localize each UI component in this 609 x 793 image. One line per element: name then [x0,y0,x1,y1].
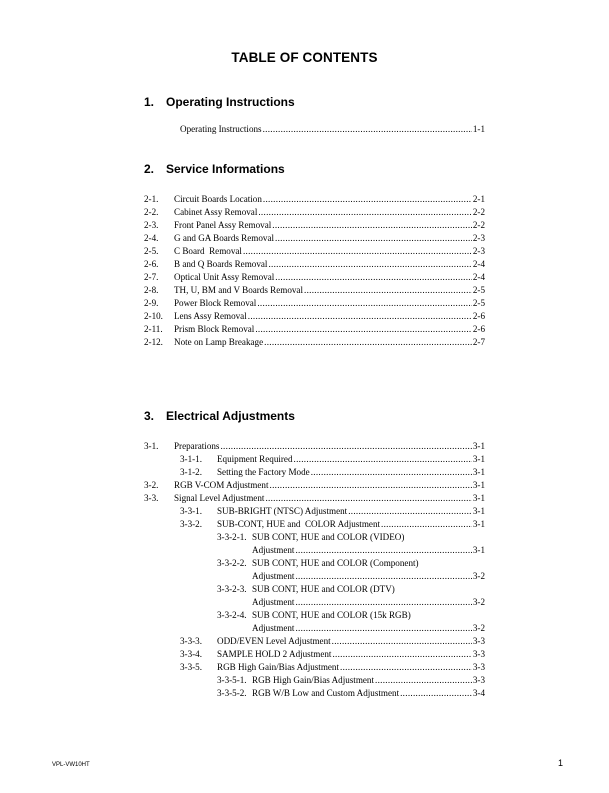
dot-leader [263,193,472,206]
toc-entry-text: RGB High Gain/Bias Adjustment [217,662,340,672]
toc-entry-3-3-1[interactable] [180,505,485,518]
dot-leader [243,245,472,258]
toc-entry-page: 2-7 [472,337,485,347]
toc-entry-text: SUB-CONT, HUE and COLOR Adjustment [217,519,381,529]
toc-entry-text: RGB High Gain/Bias Adjustment [252,675,375,685]
dot-leader [275,271,472,284]
toc-entry-text: SUB-BRIGHT (NTSC) Adjustment [217,506,348,516]
toc-entry-2-3[interactable] [144,219,485,232]
dot-leader [332,648,471,661]
section-heading-1 [144,95,295,109]
section-title: Service Informations [166,162,285,176]
toc-entry-number: 3-3-2. [180,519,202,529]
toc-entry-page: 3-3 [472,675,485,685]
toc-entry-number: 2-2. [144,207,159,217]
toc-entry-text: Setting the Factory Mode [217,467,310,477]
dot-leader [272,219,472,232]
toc-entry-2-7[interactable] [144,271,485,284]
toc-entry-number: 2-12. [144,337,163,347]
dot-leader [295,544,471,557]
toc-entry-2-5[interactable] [144,245,485,258]
toc-entry-text: Adjustment [252,597,295,607]
dot-leader [311,466,472,479]
toc-entry-operating-instructions[interactable] [180,123,485,136]
toc-entry-3-1-1[interactable] [180,453,485,466]
dot-leader [275,232,472,245]
toc-entry-2-6[interactable] [144,258,485,271]
dot-leader [295,622,471,635]
toc-entry-page: 2-1 [472,194,485,204]
toc-entry-page: 3-4 [472,688,485,698]
toc-entry-page: 3-2 [472,571,485,581]
dot-leader [304,284,472,297]
toc-entry-page: 3-1 [472,480,485,490]
footer-page-number: 1 [558,758,564,768]
toc-entry-3-3-2-2-line1[interactable] [217,557,419,570]
toc-entry-page: 3-1 [472,493,485,503]
dot-leader [255,323,472,336]
footer-model: VPL-VW10HT [52,762,90,768]
toc-entry-3-3-5-1[interactable] [217,674,485,687]
toc-entry-page: 3-3 [472,649,485,659]
toc-entry-text: Optical Unit Assy Removal [174,272,275,282]
toc-entry-number: 3-1-1. [180,454,202,464]
toc-entry-number: 3-3-2-1. [217,532,247,542]
toc-entry-text: Power Block Removal [174,298,257,308]
toc-entry-2-4[interactable] [144,232,485,245]
toc-entry-2-1[interactable] [144,193,485,206]
toc-entry-page: 2-4 [472,259,485,269]
toc-entry-page: 3-1 [472,506,485,516]
toc-entry-text: Cabinet Assy Removal [174,207,258,217]
toc-entry-3-3-2-1-line2[interactable] [252,544,485,557]
dot-leader [258,206,472,219]
toc-entry-page: 3-1 [472,441,485,451]
toc-entry-text: SUB CONT, HUE and COLOR (15k RGB) [252,610,411,620]
dot-leader [400,687,472,700]
section-number: 3. [144,409,155,423]
page-title: TABLE OF CONTENTS [231,50,378,65]
toc-entry-page: 2-2 [472,220,485,230]
toc-entry-text: Preparations [174,441,220,451]
toc-entry-number: 3-3-1. [180,506,202,516]
toc-entry-page: 2-5 [472,285,485,295]
toc-entry-page: 2-6 [472,311,485,321]
toc-entry-2-2[interactable] [144,206,485,219]
section-number: 1. [144,95,155,109]
toc-entry-3-3[interactable] [144,492,485,505]
section-number: 2. [144,162,155,176]
toc-entry-3-3-2-2-line2[interactable] [252,570,485,583]
section-heading-3 [144,409,295,423]
toc-entry-text: Adjustment [252,571,295,581]
toc-entry-3-1[interactable] [144,440,485,453]
toc-entry-page: 3-3 [472,662,485,672]
toc-entry-number: 3-3-2-2. [217,558,247,568]
toc-entry-number: 2-5. [144,246,159,256]
dot-leader [220,440,471,453]
toc-entry-page: 3-1 [472,467,485,477]
toc-entry-number: 2-10. [144,311,163,321]
toc-entry-text: C Board Removal [174,246,242,256]
toc-entry-number: 3-3. [144,493,159,503]
toc-entry-text: Front Panel Assy Removal [174,220,272,230]
section-title: Electrical Adjustments [166,409,295,423]
toc-entry-text: SUB CONT, HUE and COLOR (DTV) [252,584,395,594]
toc-entry-text: Operating Instructions [180,124,262,134]
toc-entry-number: 2-6. [144,259,159,269]
toc-entry-3-3-5[interactable] [180,661,485,674]
section-title: Operating Instructions [166,95,295,109]
toc-entry-2-8[interactable] [144,284,485,297]
dot-leader [268,258,471,271]
section-heading-2 [144,162,285,176]
toc-entry-page: 3-1 [472,545,485,555]
toc-entry-text: Note on Lamp Breakage [174,337,264,347]
toc-entry-3-2[interactable] [144,479,485,492]
toc-entry-3-3-2-3-line2[interactable] [252,596,485,609]
toc-entry-page: 2-2 [472,207,485,217]
toc-entry-2-9[interactable] [144,297,485,310]
toc-entry-text: Circuit Boards Location [174,194,262,204]
toc-entry-2-11[interactable] [144,323,485,336]
dot-leader [265,492,471,505]
toc-entry-2-12[interactable] [144,336,485,349]
toc-entry-3-3-2[interactable] [180,518,485,531]
toc-entry-text: Adjustment [252,623,295,633]
toc-entry-3-1-2[interactable] [180,466,485,479]
toc-entry-text: SUB CONT, HUE and COLOR (VIDEO) [252,532,405,542]
toc-entry-number: 3-3-5-1. [217,675,247,685]
toc-entry-number: 3-1-2. [180,467,202,477]
toc-entry-text: RGB V-COM Adjustment [174,480,269,490]
toc-entry-text: Lens Assy Removal [174,311,247,321]
toc-entry-text: SUB CONT, HUE and COLOR (Component) [252,558,419,568]
dot-leader [375,674,472,687]
toc-entry-text: Equipment Required [217,454,293,464]
toc-entry-page: 2-3 [472,233,485,243]
toc-entry-2-10[interactable] [144,310,485,323]
toc-entry-text: Signal Level Adjustment [174,493,265,503]
toc-entry-3-3-2-1-line1[interactable] [217,531,404,544]
toc-entry-number: 2-7. [144,272,159,282]
dot-leader [264,336,472,349]
toc-entry-3-3-2-4-line1[interactable] [217,609,411,622]
toc-entry-number: 2-1. [144,194,159,204]
toc-entry-number: 2-3. [144,220,159,230]
toc-entry-page: 2-4 [472,272,485,282]
dot-leader [348,505,472,518]
toc-entry-page: 3-3 [472,636,485,646]
toc-entry-number: 3-3-3. [180,636,202,646]
toc-entry-page: 1-1 [472,124,485,134]
toc-entry-page: 3-1 [472,519,485,529]
dot-leader [381,518,472,531]
dot-leader [257,297,472,310]
dot-leader [340,661,472,674]
toc-entry-3-3-4[interactable] [180,648,485,661]
dot-leader [295,596,471,609]
toc-entry-number: 3-3-2-3. [217,584,247,594]
toc-entry-number: 3-3-5. [180,662,202,672]
toc-entry-text: G and GA Boards Removal [174,233,275,243]
toc-entry-page: 3-2 [472,597,485,607]
toc-entry-text: TH, U, BM and V Boards Removal [174,285,303,295]
toc-entry-number: 2-9. [144,298,159,308]
toc-entry-number: 3-3-2-4. [217,610,247,620]
toc-entry-number: 3-3-5-2. [217,688,247,698]
toc-entry-number: 3-1. [144,441,159,451]
toc-entry-3-3-2-4-line2[interactable] [252,622,485,635]
dot-leader [332,635,472,648]
toc-entry-3-3-5-2[interactable] [217,687,485,700]
toc-entry-text: ODD/EVEN Level Adjustment [217,636,331,646]
toc-entry-number: 3-2. [144,480,159,490]
toc-entry-text: Adjustment [252,545,295,555]
dot-leader [294,453,472,466]
dot-leader [263,123,472,136]
toc-entry-number: 2-4. [144,233,159,243]
toc-entry-text: RGB W/B Low and Custom Adjustment [252,688,400,698]
toc-entry-page: 2-3 [472,246,485,256]
toc-entry-3-3-2-3-line1[interactable] [217,583,395,596]
toc-entry-page: 2-6 [472,324,485,334]
toc-entry-page: 2-5 [472,298,485,308]
dot-leader [295,570,471,583]
toc-entry-number: 2-8. [144,285,159,295]
toc-entry-3-3-3[interactable] [180,635,485,648]
toc-entry-text: B and Q Boards Removal [174,259,268,269]
toc-entry-page: 3-1 [472,454,485,464]
toc-entry-page: 3-2 [472,623,485,633]
toc-entry-number: 2-11. [144,324,163,334]
dot-leader [248,310,472,323]
dot-leader [270,479,472,492]
toc-entry-text: Prism Block Removal [174,324,255,334]
toc-entry-text: SAMPLE HOLD 2 Adjustment [217,649,332,659]
toc-entry-number: 3-3-4. [180,649,202,659]
